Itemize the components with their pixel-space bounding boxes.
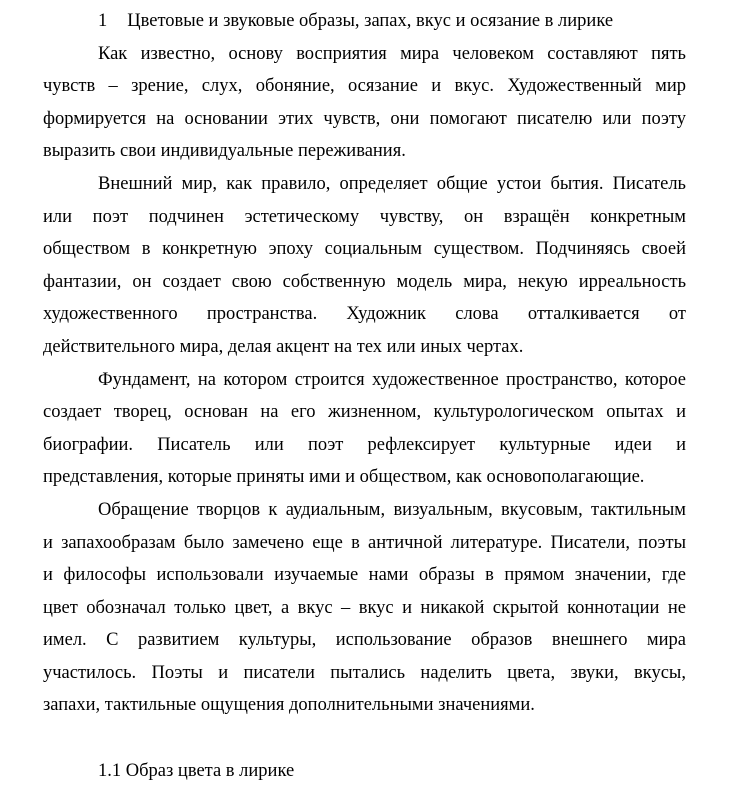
- text-line: действительного мира, делая акцент на тех или иных чертах.: [43, 336, 524, 357]
- text-line: формируется на основании этих чувств, они помогают писателю или поэту: [43, 108, 686, 129]
- section-heading: [43, 5, 686, 38]
- text-line: участилось. Поэты и писатели пытались наделить цвета, звуки, вкусы,: [43, 662, 686, 683]
- text-line: создает творец, основан на его жизненном, культурологическом опытах и: [43, 402, 686, 423]
- text-line: биографии. Писатель или поэт рефлексирует культурные идеи и: [43, 434, 686, 455]
- text-line: представления, которые приняты ими и обществом, как основополагающие.: [43, 467, 645, 488]
- text-line: и философы использовали изучаемые нами образы в прямом значении, где: [43, 565, 686, 586]
- text-line: запахи, тактильные ощущения дополнительными значениями.: [43, 695, 535, 716]
- text-line: Как известно, основу восприятия мира человеком составляют пять: [98, 43, 686, 64]
- text-line: или поэт подчинен эстетическому чувству, он взращён конкретным: [43, 206, 686, 227]
- text-line: обществом в конкретную эпоху социальным существом. Подчиняясь своей: [43, 239, 686, 260]
- text-line: выразить свои индивидуальные переживания.: [43, 141, 406, 162]
- text-line: чувств – зрение, слух, обоняние, осязание и вкус. Художественный мир: [43, 76, 686, 97]
- text-line: Обращение творцов к аудиальным, визуальным, вкусовым, тактильным: [98, 499, 686, 520]
- text-line: художественного пространства. Художник слова отталкивается от: [43, 304, 686, 325]
- text-line: Внешний мир, как правило, определяет общие устои бытия. Писатель: [98, 173, 686, 194]
- paragraph: [43, 168, 686, 364]
- section-title: Цветовые и звуковые образы, запах, вкус и осязание в лирике: [127, 11, 614, 31]
- paragraph: [43, 38, 686, 168]
- paragraph: [43, 494, 686, 722]
- text-line: и запахообразам было замечено еще в античной литературе. Писатели, поэты: [43, 532, 686, 553]
- text-line: цвет обозначал только цвет, а вкус – вкус и никакой скрытой коннотации не: [43, 597, 686, 618]
- text-line: фантазии, он создает свою собственную модель мира, некую ирреальность: [43, 271, 686, 292]
- body-paragraphs: [43, 38, 686, 722]
- paragraph: [43, 364, 686, 494]
- text-line: Фундамент, на котором строится художественное пространство, которое: [98, 369, 686, 390]
- section-number: 1: [98, 11, 108, 31]
- text-line: имел. С развитием культуры, использование образов внешнего мира: [43, 630, 686, 651]
- subsection-heading: 1.1 Образ цвета в лирике: [98, 760, 295, 781]
